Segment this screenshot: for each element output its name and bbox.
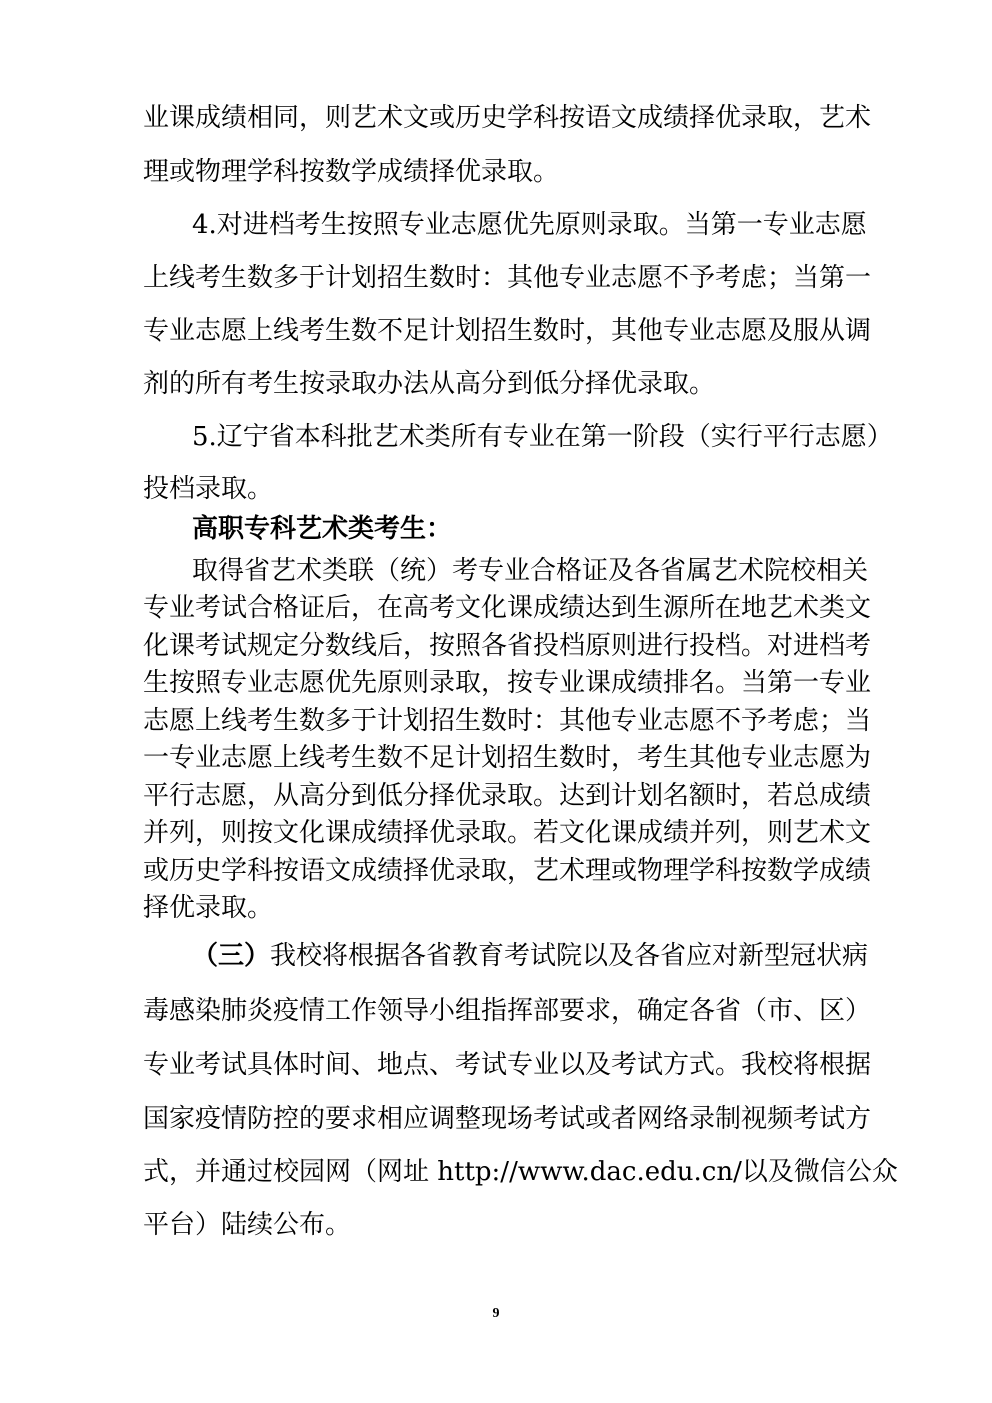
page-number: 9 [492,1306,500,1321]
paragraph-line: 专业考试合格证后，在高考文化课成绩达到生源所在地艺术类文 [143,593,872,623]
paragraph-line: 或历史学科按语文成绩择优录取，艺术理或物理学科按数学成绩 [143,856,872,886]
paragraph-line: 国家疫情防控的要求相应调整现场考试或者网络录制视频考试方 [143,1104,872,1134]
paragraph-line: 化课考试规定分数线后，按照各省投档原则进行投档。对进档考 [143,631,872,661]
paragraph-line: 取得省艺术类联（统）考专业合格证及各省属艺术院校相关 [192,556,869,586]
paragraph-line: 并列，则按文化课成绩择优录取。若文化课成绩并列，则艺术文 [143,818,872,848]
paragraph-line-first [192,941,869,971]
paragraph-line: 毒感染肺炎疫情工作领导小组指挥部要求，确定各省（市、区） [143,996,872,1026]
paragraph-line: 择优录取。 [143,893,274,923]
paragraph-text: 我校将根据各省教育考试院以及各省应对新型冠状病 [270,941,869,971]
paragraph-line: 式，并通过校园网（网址 http://www.dac.edu.cn/以及微信公众 [143,1157,898,1187]
paragraph-line: 平行志愿，从高分到低分择优录取。达到计划名额时，若总成绩 [143,781,872,811]
paragraph-line: 志愿上线考生数多于计划招生数时：其他专业志愿不予考虑；当 [143,706,872,736]
paragraph-line: 平台）陆续公布。 [143,1210,352,1240]
paragraph-line: 投档录取。 [143,474,274,504]
paragraph-line: 剂的所有考生按录取办法从高分到低分择优录取。 [143,369,716,399]
paragraph-line: 生按照专业志愿优先原则录取，按专业课成绩排名。当第一专业 [143,668,872,698]
paragraph-line: 5.辽宁省本科批艺术类所有专业在第一阶段（实行平行志愿） [192,422,893,452]
paragraph-line: 专业考试具体时间、地点、考试专业以及考试方式。我校将根据 [143,1050,872,1080]
paragraph-line: 专业志愿上线考生数不足计划招生数时，其他专业志愿及服从调 [143,316,872,346]
paragraph-line: 上线考生数多于计划招生数时：其他专业志愿不予考虑；当第一 [143,263,872,293]
paragraph-line: 4.对进档考生按照专业志愿优先原则录取。当第一专业志愿 [192,210,867,240]
paragraph-line: 理或物理学科按数学成绩择优录取。 [143,157,560,187]
section-heading: 高职专科艺术类考生： [192,514,453,544]
paragraph-line: 业课成绩相同，则艺术文或历史学科按语文成绩择优录取，艺术 [143,103,872,133]
section-label: （三） [192,941,271,971]
paragraph-line: 一专业志愿上线考生数不足计划招生数时，考生其他专业志愿为 [143,743,872,773]
